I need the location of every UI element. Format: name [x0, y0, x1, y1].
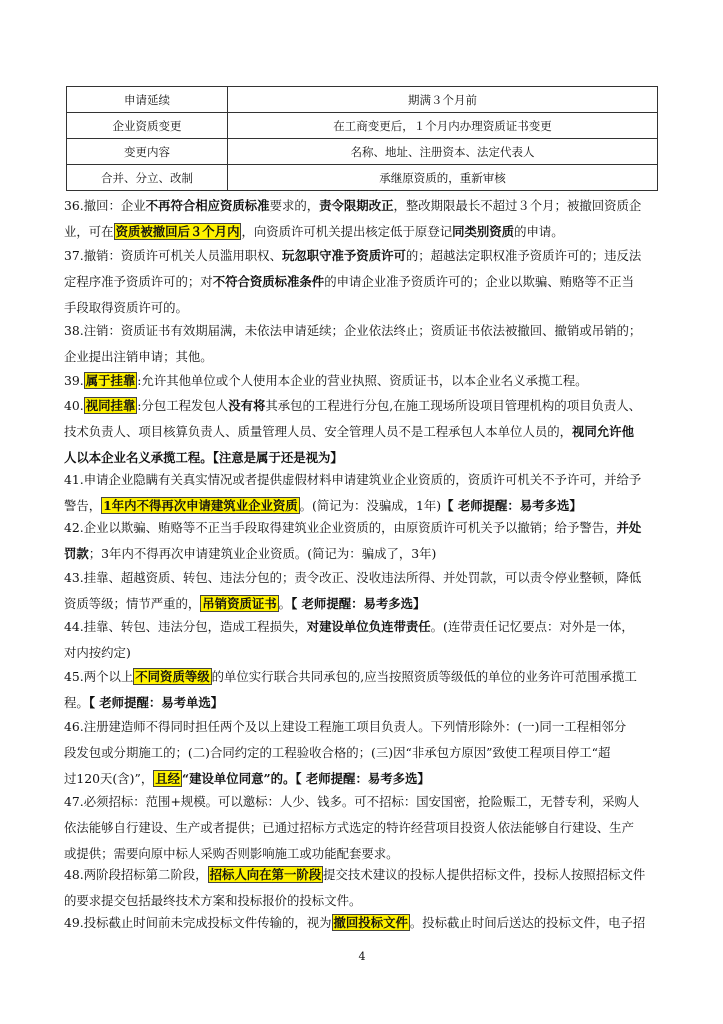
table-cell: 申请延续 [67, 87, 228, 113]
highlight: 视同挂靠 [85, 398, 136, 413]
qualification-change-table [66, 86, 658, 191]
table-cell: 在工商变更后，１个月内办理资质证书变更 [228, 113, 658, 139]
paragraph-47: 47.必须招标：范围+规模。可以邀标：人少、钱多。可不招标：国安国密，抢险赈工，无替专利，采购人 依法能够自行建设、生产或者提供；已通过招标方式选定的特许经营项目投资人依法能够自行建设、生产 或提供；需要向原中标人采购否则影响施工或功能配套要求。 [64, 794, 640, 861]
paragraph-49: 49.投标截止时间前未完成投标文件传输的，视为 撤回投标文件 。投标截止时间后送达的投标文件，电子招 [64, 915, 646, 930]
paragraph-40: 40. 视同挂靠 :分包工程发包人没有将其承包的工程进行分包,在施工现场所设项目管理机构的项目负责人、 技术负责人、项目核算负责人、质量管理人员、安全管理人员不是工程承包人本单位人员的，视同允许他 人以本企业名义承揽工程。【注意是属于还是视为】 [64, 398, 642, 465]
table-cell: 承继原资质的，重新审核 [228, 165, 658, 191]
highlight: 属于挂靠 [85, 373, 136, 388]
paragraph-41: 41.申请企业隐瞒有关真实情况或者提供虚假材料申请建筑业企业资质的，资质许可机关不予许可，并给予 警告， 1年内不得再次申请建筑业企业资质 。(简记为：没骗成，1年)【 老师提醒：易考多选】 [64, 472, 642, 513]
paragraph-46: 46.注册建造师不得同时担任两个及以上建设工程施工项目负责人。下列情形除外：(一)同一工程相邻分 段发包或分期施工的；(二)合同约定的工程验收合格的；(三)因“非承包方原因”致使工程项目停工“超 过120天(含)”， 且经 “建设单位同意”的。【 老师提醒：易考多选】 [64, 719, 627, 786]
paragraph-37: 37.撤销：资质许可机关人员滥用职权、玩忽职守准予资质许可的；超越法定职权准予资质许可的；违反法 定程序准予资质许可的；对不符合资质标准条件的申请企业准予资质许可的；企业以欺骗、贿赂等不正当 手段取得资质许可的。 [64, 248, 642, 315]
table-row [67, 113, 658, 139]
table-cell: 变更内容 [67, 139, 228, 165]
table-cell: 名称、地址、注册资本、法定代表人 [228, 139, 658, 165]
table-row [67, 139, 658, 165]
paragraph-42: 42.企业以欺骗、贿赂等不正当手段取得建筑业企业资质的，由原资质许可机关予以撤销；给予警告，并处 罚款；3年内不得再次申请建筑业企业资质。(简记为：骗成了，3年) [64, 520, 642, 561]
table-cell: 期满３个月前 [228, 87, 658, 113]
table-cell: 企业资质变更 [67, 113, 228, 139]
paragraph-45: 45.两个以上 不同资质等级 的单位实行联合共同承包的,应当按照资质等级低的单位的业务许可范围承揽工 程。【 老师提醒：易考单选】 [64, 669, 637, 710]
table-row [67, 165, 658, 191]
paragraph-48: 48.两阶段招标第二阶段， 招标人向在第一阶段 提交技术建议的投标人提供招标文件，投标人按照招标文件 的要求提交包括最终技术方案和投标报价的投标文件。 [64, 867, 646, 908]
page-number: 4 [358, 950, 366, 963]
paragraph-36: 36.撤回：企业不再符合相应资质标准要求的，责令限期改正，整改期限最长不超过３个月；被撤回资质企 业，可在 资质被撤回后３个月内 ，向资质许可机关提出核定低于原登记同类别资质的申请。 [64, 198, 642, 239]
highlight: 招标人向在第一阶段 [209, 867, 322, 882]
paragraph-38: 38.注销：资质证书有效期届满，未依法申请延续；企业依法终止；资质证书依法被撤回、撤销或吊销的； 企业提出注销申请；其他。 [64, 323, 642, 364]
paragraph-44: 44.挂靠、转包、违法分包，造成工程损失，对建设单位负连带责任。(连带责任记忆要点：对外是一体， 对内按约定) [64, 619, 634, 660]
highlight: 1年内不得再次申请建筑业企业资质 [103, 498, 298, 513]
highlight: 不同资质等级 [135, 669, 210, 684]
highlight: 资质被撤回后３个月内 [115, 224, 240, 239]
paragraph-43: 43.挂靠、超越资质、转包、违法分包的；责令改正、没收违法所得、并处罚款，可以责令停业整顿，降低 资质等级；情节严重的， 吊销资质证书 。【 老师提醒：易考多选】 [64, 570, 642, 611]
paragraph-39: 39. 属于挂靠 :允许其他单位或个人使用本企业的营业执照、资质证书，以本企业名义承揽工程。 [64, 373, 588, 388]
table-row [67, 87, 658, 113]
table-cell: 合并、分立、改制 [67, 165, 228, 191]
highlight: 撤回投标文件 [333, 915, 408, 930]
highlight: 且经 [155, 771, 180, 786]
highlight: 吊销资质证书 [202, 596, 277, 611]
